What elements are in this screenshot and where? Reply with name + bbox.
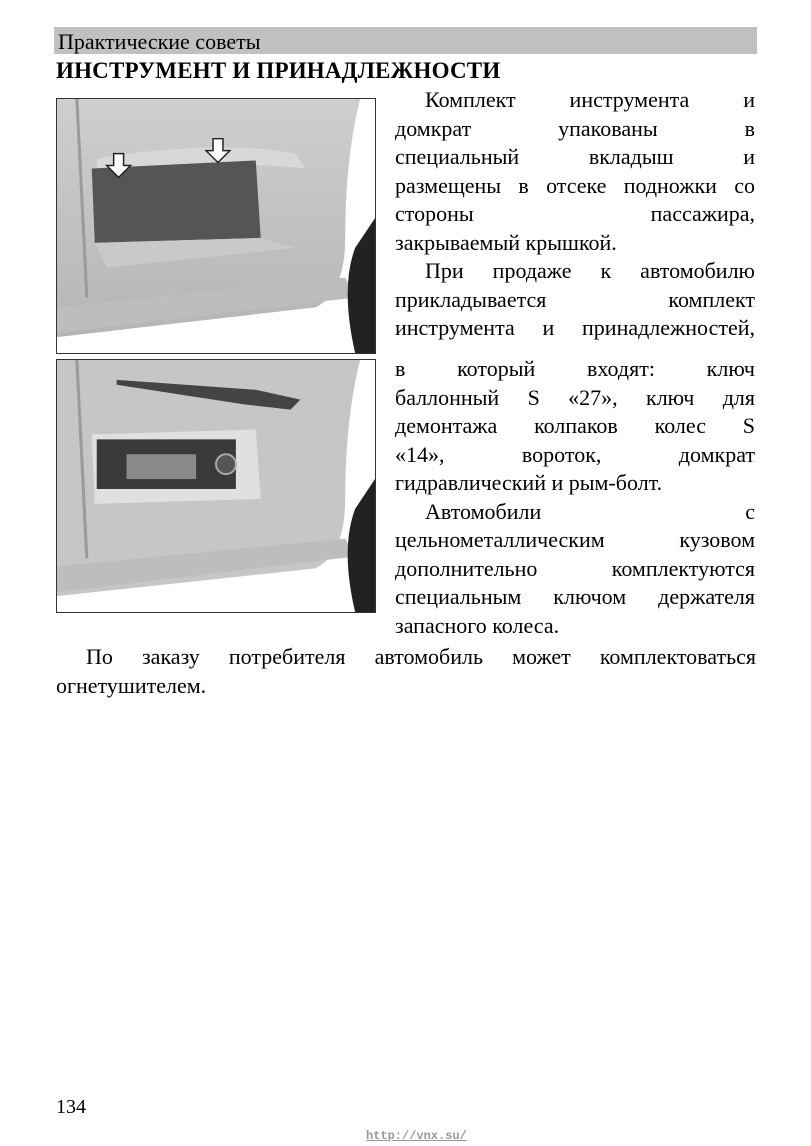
text-line: дополнительно комплектуются <box>395 555 755 581</box>
page-title: ИНСТРУМЕНТ И ПРИНАДЛЕЖНОСТИ <box>56 58 501 83</box>
text-line: цельнометаллическим кузовом <box>395 527 755 552</box>
text-line: Комплект инструмента и <box>425 87 755 112</box>
paragraph-kit-contents-cont <box>395 355 755 498</box>
text-line: специальным ключом держателя <box>395 584 755 609</box>
text-line: запасного колеса. <box>395 612 560 638</box>
page-number: 134 <box>56 1096 86 1118</box>
text-line: домкрат упакованы в <box>395 115 755 141</box>
text-line: в который входят: ключ <box>395 356 755 381</box>
text-line: «14», вороток, домкрат <box>395 441 755 467</box>
text-line: специальный вкладыш и <box>395 144 755 169</box>
text-line: демонтажа колпаков колес S <box>395 413 755 438</box>
paragraph-tool-kit-location <box>395 86 755 257</box>
paragraph-spare-wheel-key <box>395 498 755 641</box>
paragraph-fire-extinguisher <box>56 642 756 700</box>
paragraph-kit-contents-start <box>395 257 755 343</box>
text-line: баллонный S «27», ключ для <box>395 384 755 410</box>
section-header: Практические советы <box>58 29 261 54</box>
text-line: стороны пассажира, <box>395 201 755 226</box>
text-line: По заказу потребителя автомобиль может комплектоваться <box>86 644 756 669</box>
text-line: Автомобили с <box>425 498 755 524</box>
text-column-upper <box>395 86 755 343</box>
text-line: огнетушителем. <box>56 673 207 698</box>
text-line: При продаже к автомобилю <box>425 258 755 283</box>
footer-link[interactable]: http://vnx.su/ <box>366 1129 467 1143</box>
figure-step-compartment-open <box>56 359 376 613</box>
text-column-lower <box>395 355 755 640</box>
figure-step-compartment-closed <box>56 98 376 354</box>
text-line: гидравлический и рым-болт. <box>395 470 663 495</box>
text-line: прикладывается комплект <box>395 286 755 312</box>
text-line: размещены в отсеке подножки со <box>395 172 755 198</box>
text-line: инструмента и принадлежностей, <box>395 315 755 340</box>
text-line: закрываемый крышкой. <box>395 229 617 255</box>
